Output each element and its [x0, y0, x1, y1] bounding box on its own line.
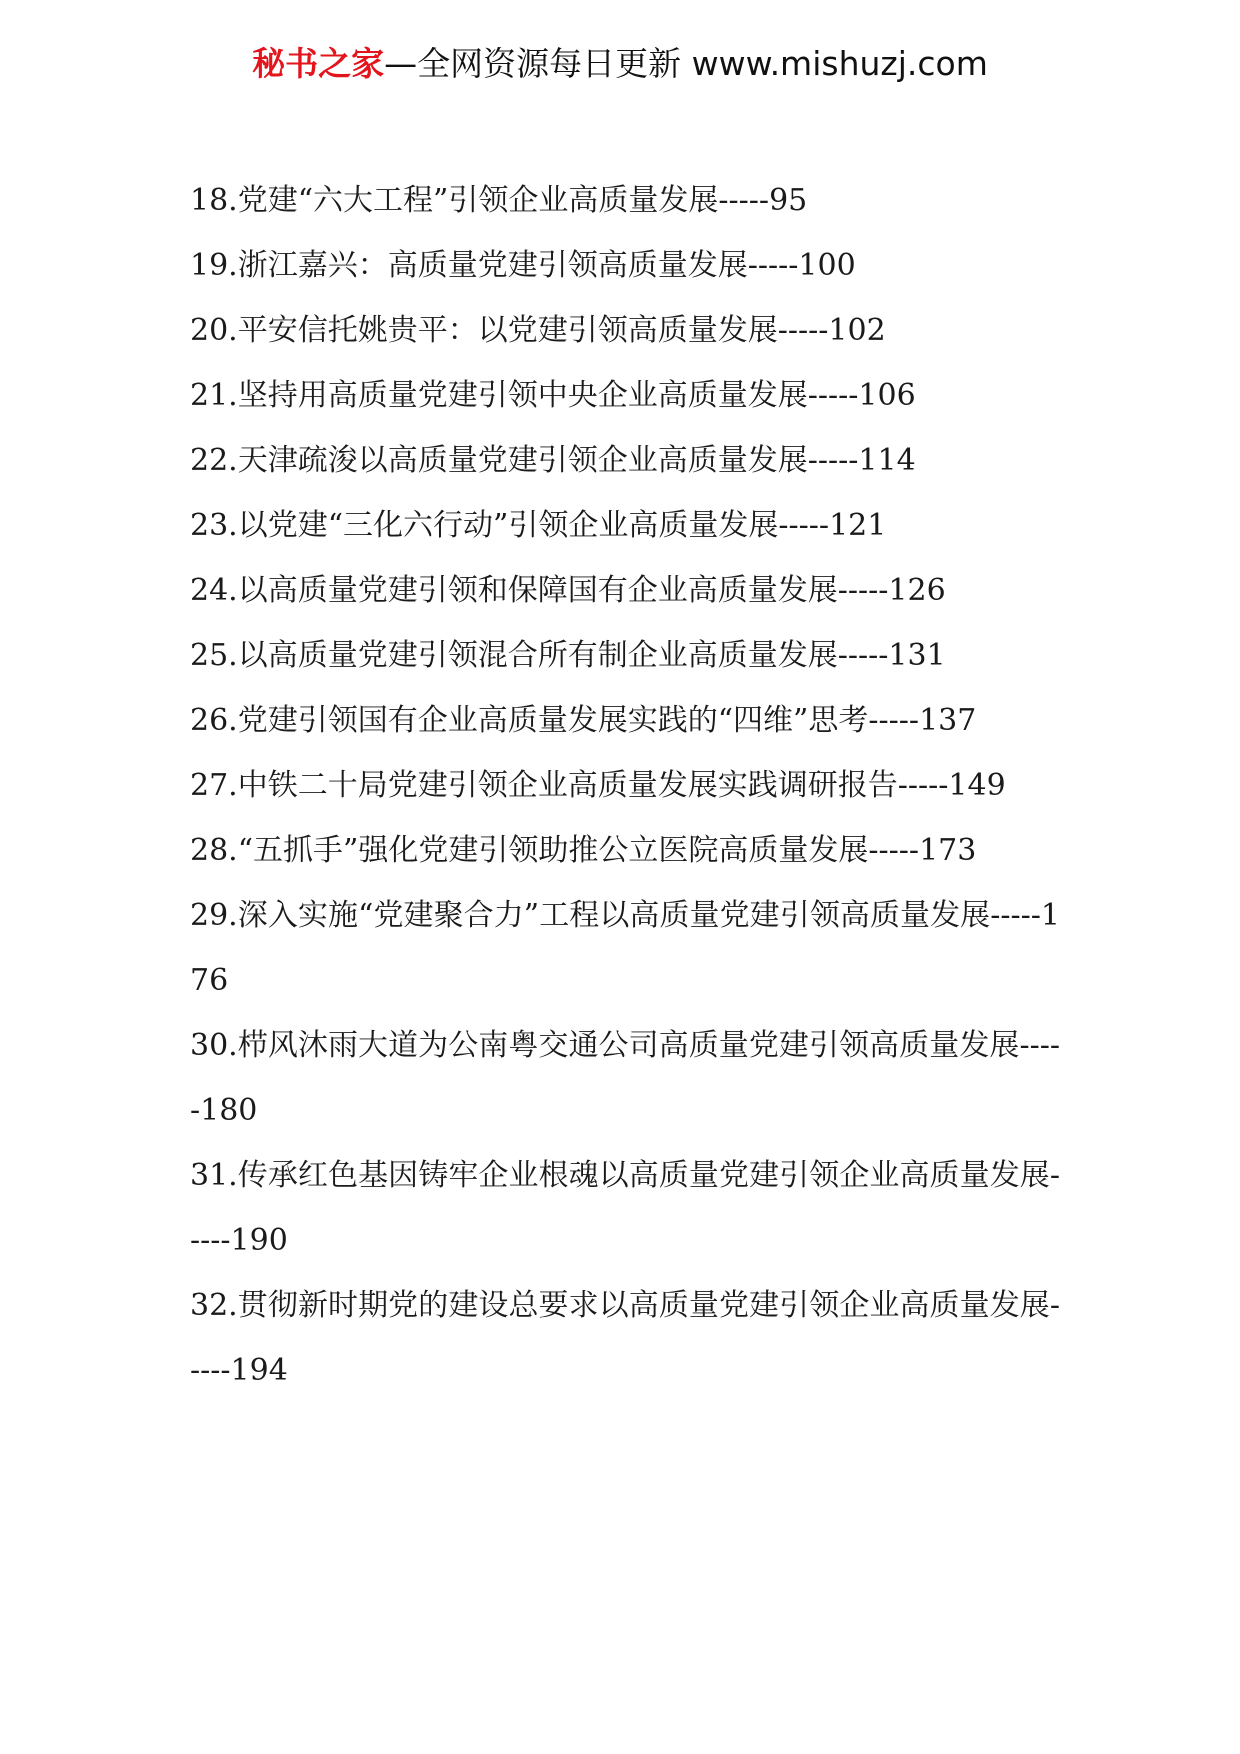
toc-entry-30: 30.栉风沐雨大道为公南粤交通公司高质量党建引领高质量发展-----180 [190, 1028, 1060, 1128]
toc-entry-31: 31.传承红色基因铸牢企业根魂以高质量党建引领企业高质量发展-----190 [190, 1158, 1060, 1258]
toc-entry-18: 18.党建“六大工程”引领企业高质量发展-----95 [190, 183, 808, 218]
toc-entry-19: 19.浙江嘉兴：高质量党建引领高质量发展-----100 [190, 248, 856, 283]
toc-entry-20: 20.平安信托姚贵平：以党建引领高质量发展-----102 [190, 313, 886, 348]
toc-entry-29: 29.深入实施“党建聚合力”工程以高质量党建引领高质量发展-----176 [190, 898, 1060, 998]
page-header [0, 42, 1240, 86]
toc-entry-25: 25.以高质量党建引领混合所有制企业高质量发展-----131 [190, 638, 946, 673]
toc-entry-22: 22.天津疏浚以高质量党建引领企业高质量发展-----114 [190, 443, 916, 478]
toc-entry-27: 27.中铁二十局党建引领企业高质量发展实践调研报告-----149 [190, 768, 1006, 803]
toc-entry-32: 32.贯彻新时期党的建设总要求以高质量党建引领企业高质量发展-----194 [190, 1288, 1060, 1388]
table-of-contents [190, 168, 1060, 1403]
toc-entry-26: 26.党建引领国有企业高质量发展实践的“四维”思考-----137 [190, 703, 977, 738]
toc-entry-28: 28.“五抓手”强化党建引领助推公立医院高质量发展-----173 [190, 833, 977, 868]
toc-entry-23: 23.以党建“三化六行动”引领企业高质量发展-----121 [190, 508, 887, 543]
toc-entry-24: 24.以高质量党建引领和保障国有企业高质量发展-----126 [190, 573, 946, 608]
toc-entry-21: 21.坚持用高质量党建引领中央企业高质量发展-----106 [190, 378, 916, 413]
brand-name: 秘书之家 [252, 44, 385, 83]
header-tagline: —全网资源每日更新 www.mishuzj.com [384, 44, 988, 83]
